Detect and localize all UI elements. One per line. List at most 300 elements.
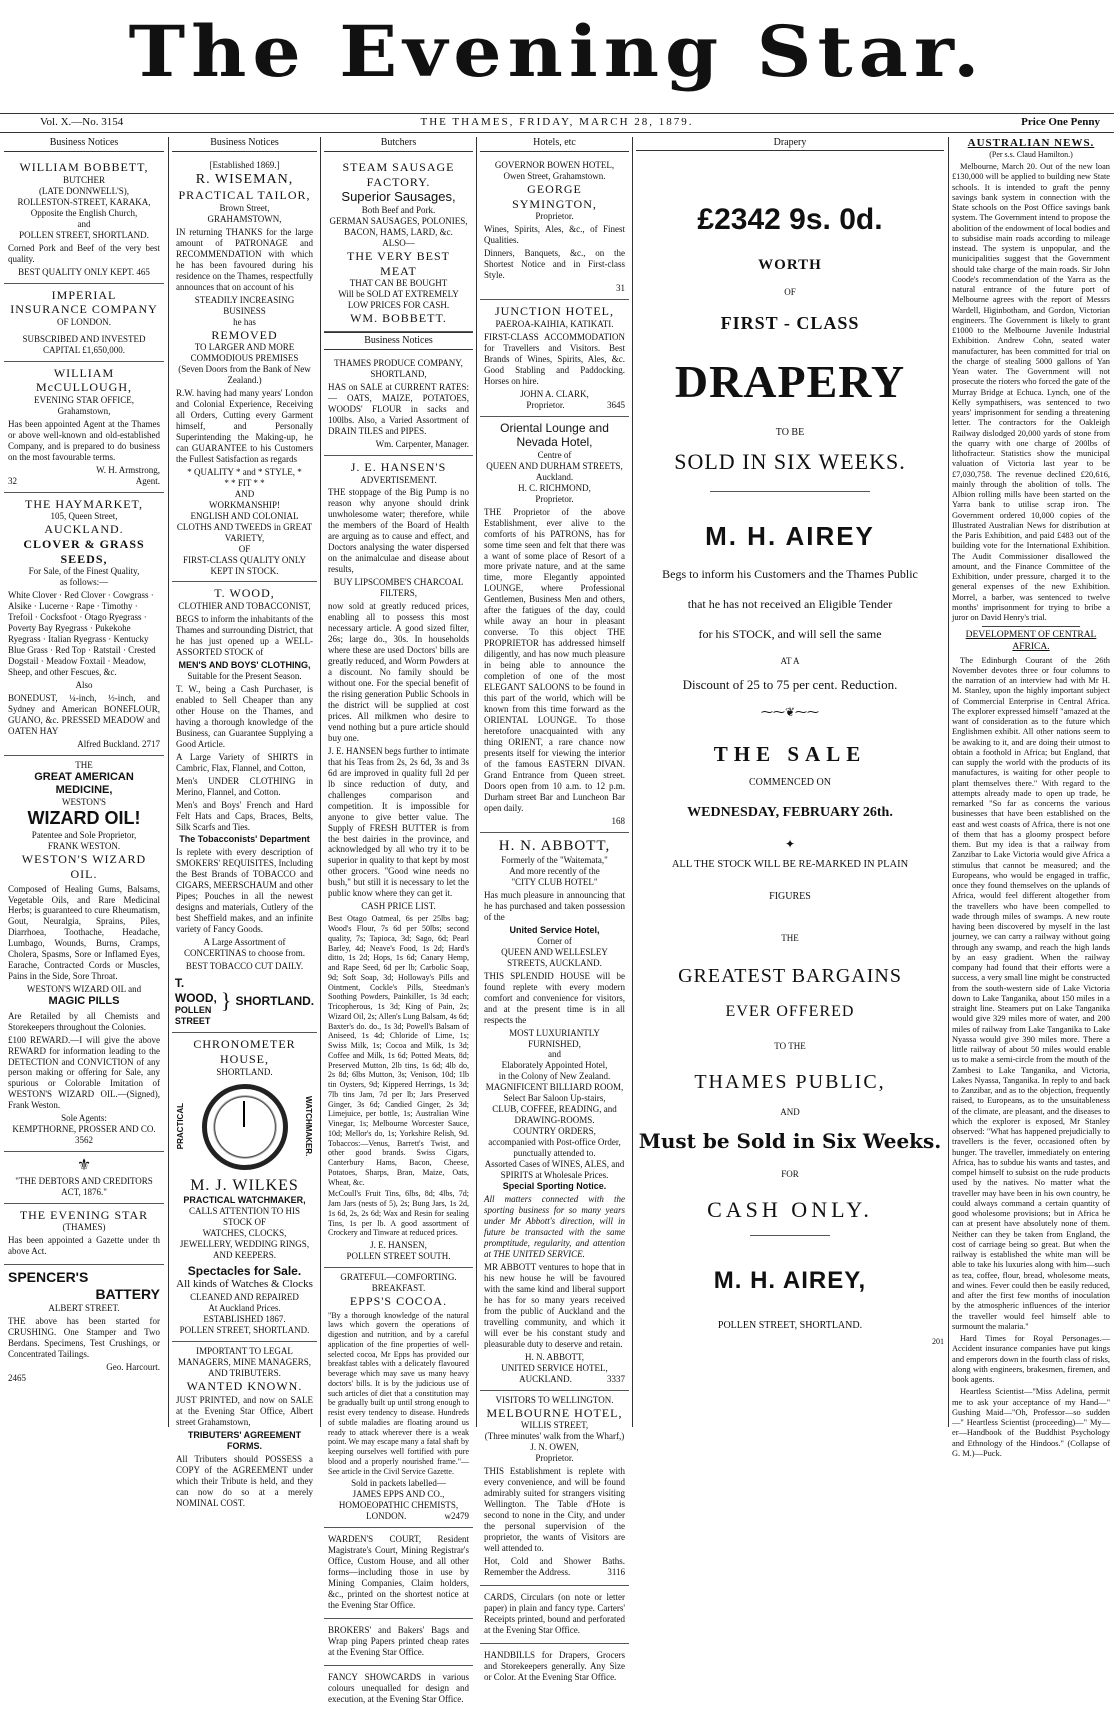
ad-line: BEST TOBACCO CUT DAILY. xyxy=(185,961,304,972)
ad-line: WESTON'S WIZARD OIL and xyxy=(26,984,142,995)
volume-number: Vol. X.—No. 3154 xyxy=(40,116,124,128)
ad-line: Sold in packets labelled— xyxy=(351,1478,446,1489)
ad-line: AND xyxy=(780,1107,800,1117)
divider-ornament: ⁓⁓❦⁓⁓ xyxy=(760,705,820,719)
ad-line: 105, Queen Street, xyxy=(50,511,118,522)
ad-line: ENGLISH AND COLONIAL CLOTHS AND TWEEDS in GREAT VARIETY, xyxy=(176,510,313,543)
ad-title: WIZARD OIL! xyxy=(27,808,141,829)
ad-body: FIRST-CLASS ACCOMMODATION for Travellers and Visitors. Best Brands of Wines, Spirits, Ales, &c. Good Stabling and Paddocking. Horses on hire. xyxy=(484,331,625,386)
ad-line: QUEEN AND WELLESLEY STREETS, AUCKLAND. xyxy=(501,946,608,968)
ad-title: The Tobacconists' Department xyxy=(179,834,310,845)
ad-body: £100 REWARD.—I will give the above REWARD for information leading to the DETECTION and CONVICTION of any person making or offering for Sale, any spurious or Colorable Imitation of WESTON'S WIZARD OIL.—(Signed), Frank Weston. xyxy=(8,1034,160,1111)
ad-wilkes-watchmaker xyxy=(172,1033,317,1341)
ad-line: And more recently of the xyxy=(509,865,600,876)
ad-title: WILLIAM BOBBETT, xyxy=(19,160,149,175)
ad-handbills xyxy=(480,1644,629,1690)
ad-title: R. WISEMAN, xyxy=(195,172,294,188)
ad-title: VISITORS TO WELLINGTON. xyxy=(495,1394,614,1405)
ad-imperial-insurance xyxy=(4,284,164,362)
ad-line: FIGURES xyxy=(769,891,811,902)
ad-headline: THE SALE xyxy=(713,742,867,766)
ad-line: THE xyxy=(75,759,93,770)
ad-line: "CITY CLUB HOTEL" xyxy=(511,876,598,887)
ad-title: IMPORTANT TO LEGAL MANAGERS, MINE MANAGERS, AND TRIBUTERS. xyxy=(177,1345,311,1378)
ad-signature: Alfred Buckland. xyxy=(77,738,140,749)
ad-title: J. E. HANSEN'S xyxy=(350,459,447,474)
news-article: Hard Times for Royal Personages.—Accident insurance companies have put kings and emperors down in the fourth class of risks, along with engineers, brakesmen, firemen, and book agents. xyxy=(952,1334,1110,1385)
ad-ref-number: 3337 xyxy=(607,1373,625,1384)
ad-title: GEORGE SYMINGTON, xyxy=(512,182,597,211)
ad-title: Superior Sausages, xyxy=(341,189,456,205)
discount-line: Discount of 25 to 75 per cent. Reduction. xyxy=(682,677,898,692)
ad-oriental-lounge xyxy=(480,417,629,833)
ad-body: now sold at greatly reduced prices, enabling all to possess this most necessary article. A good sized filter, 26s; large do., 30s. In households where these are used Doctors' bills are greatly reduced, and Worm Powders at a discount. No family should be without one. For the special benefit of the rising generation Public Schools in the district will be supplied at cost prices. All milkmen who desire to vend nothing but a pure article should buy one. xyxy=(328,601,469,743)
ad-signature: JOHN A. CLARK, xyxy=(520,388,589,399)
ad-headline: GREATEST BARGAINS xyxy=(678,965,902,987)
ad-line: ROLLESTON-STREET, KARAKA, xyxy=(17,196,151,207)
column-butchers xyxy=(324,137,473,1704)
ad-ref-number: 465 xyxy=(136,266,150,277)
ad-line: COMMENCED ON xyxy=(749,777,831,788)
ad-line: EVER OFFERED xyxy=(725,1003,855,1020)
ad-title: PRACTICAL WATCHMAKER, xyxy=(183,1195,306,1206)
ad-title: Spectacles for Sale. xyxy=(187,1263,302,1278)
ad-title: Nevada Hotel, xyxy=(516,435,593,450)
news-heading: AUSTRALIAN NEWS. xyxy=(967,137,1095,149)
ad-line: [Established 1869.] xyxy=(209,160,280,171)
seed-list: White Clover · Red Clover · Cowgrass · Alsike · Lucerne · Rape · Timothy · Trefoil · Cocksfoot · Otago Ryegrass · Poverty Bay Ryegrass · Pukekohe Ryegrass · Italian Ryegrass · Kentucky Blue Grass · Red Top · Ratstail · Crested Dogstail · Meadow Foxtail · Meadow, Sheep, and other Fescues, &c. xyxy=(8,590,156,677)
ad-line: BUTCHER xyxy=(62,174,105,185)
side-label: WATCHMAKER. xyxy=(304,1096,313,1157)
ad-line: All kinds of Watches & Clocks xyxy=(176,1278,313,1291)
ad-ref-number: 3116 xyxy=(607,1566,625,1577)
ad-line: Sole Agents: xyxy=(61,1113,107,1124)
ad-body: A Large Variety of SHIRTS in Cambric, Flax, Flannel, and Cotton, xyxy=(176,751,313,773)
ad-body: Has been appointed a Gazette under th above Act. xyxy=(8,1235,160,1257)
ad-line: Grahamstown, xyxy=(57,405,111,416)
ad-title: GREAT AMERICAN MEDICINE, xyxy=(34,770,134,797)
ad-line: POLLEN STREET, SHORTLAND. xyxy=(179,1324,310,1335)
ad-t-wood xyxy=(172,582,317,1033)
column-rule xyxy=(948,137,949,1427)
ad-title: GRATEFUL—COMFORTING. xyxy=(340,1271,457,1282)
ad-line: WESTON'S xyxy=(62,797,106,808)
ad-body: FANCY SHOWCARDS in various colours unequalled for design and execution, at the Evening Star Office. xyxy=(328,1671,469,1704)
ad-mccullough xyxy=(4,362,164,493)
ad-line: Select Bar Saloon Up-stairs, xyxy=(503,1093,606,1104)
ad-title: WANTED KNOWN. xyxy=(186,1378,303,1393)
ad-title: MEN'S AND BOYS' CLOTHING, xyxy=(178,659,311,670)
ad-line: Formerly of the "Waitemata," xyxy=(501,855,608,866)
ad-title: Oriental Lounge and xyxy=(500,420,609,435)
newspaper-title: The Evening Star. xyxy=(128,10,986,93)
ad-headline: THAMES PUBLIC, xyxy=(694,1071,886,1093)
ad-body: BEGS to inform the inhabitants of the Thames and surrounding District, that he has just opened up a WELL-ASSORTED STOCK of xyxy=(176,614,313,657)
ad-line: * * FIT * * xyxy=(224,477,265,488)
merchant-name: M. H. AIREY xyxy=(705,521,875,551)
brace-icon: } xyxy=(220,988,232,1014)
ad-body: HAS on SALE at CURRENT RATES:— OATS, MAIZE, POTATOES, WOODS' FLOUR in sacks and 100lbs. Also, a Varied Assortment of DRAIN TILES and PIPES. xyxy=(328,382,469,436)
sale-date: WEDNESDAY, FEBRUARY 26th. xyxy=(687,805,893,820)
ad-line: Proprietor. xyxy=(535,211,574,222)
ad-line: Begs to inform his Customers and the Thames Public xyxy=(662,567,918,581)
ad-line: SHORTLAND. xyxy=(216,1066,273,1077)
side-label: PRACTICAL xyxy=(176,1103,185,1150)
ad-body: JUST PRINTED, and now on SALE at the Evening Star Office, Albert street Grahamstown, xyxy=(176,1395,313,1428)
ad-line: Agent. xyxy=(135,475,160,486)
ad-line: FRANK WESTON. xyxy=(47,841,121,852)
ad-line: GERMAN SAUSAGES, POLONIES, xyxy=(329,216,468,227)
ad-line: A Large Assortment of CONCERTINAS to choose from. xyxy=(184,937,305,959)
ad-line: QUEEN AND DURHAM STREETS, xyxy=(486,460,623,471)
ad-line: he has xyxy=(233,316,256,327)
ad-line: Elaborately Appointed Hotel, xyxy=(501,1060,608,1071)
ad-title: JUNCTION HOTEL, xyxy=(495,304,614,319)
ad-line: AT A xyxy=(780,656,800,666)
ad-body: Are Retailed by all Chemists and Storekeepers throughout the Colonies. xyxy=(8,1010,160,1032)
ad-line: TO THE xyxy=(774,1041,806,1051)
ad-haymarket xyxy=(4,493,164,756)
ad-line: Proprietor. xyxy=(535,493,574,504)
ad-tributers-forms xyxy=(172,1342,317,1516)
ad-line: Auckland. xyxy=(535,471,574,482)
ad-line: FIRST - CLASS xyxy=(720,313,860,333)
ad-line: for his STOCK, and will sell the same xyxy=(698,627,882,641)
ad-line: Both Beef and Pork. xyxy=(361,205,436,216)
ad-line: Owen Street, Grahamstown. xyxy=(503,171,606,182)
ad-line: AUCKLAND. xyxy=(44,522,124,537)
crest-icon: ⚜ xyxy=(76,1157,92,1175)
ad-body: THIS Establishment is replete with every convenience, and will be found admirably suited for strangers visiting Wellington. The Table d'Hote is second to none in the City, and under the personal supervision of the proprietor, the wants of Visitors are well attended to. xyxy=(484,1466,625,1553)
ad-body: J. E. HANSEN begs further to intimate that his Teas from 2s, 2s 6d, 3s and 3s 6d are improved in quality full 2d per lb since reduction of duty, and challenges comparison and competition. It is impossible for anyone to give better value. The Supply of FRESH BUTTER is from the best dairies in the province, and acknowledged by all who try it to be superior in quality to that kept by most other grocers. "Good wine needs no bush," but still it is necessary to let the public know where they can get it. xyxy=(328,745,469,899)
ad-title: GOVERNOR BOWEN HOTEL, xyxy=(494,160,615,171)
ad-ref-number: 3645 xyxy=(607,399,625,410)
ad-line: COUNTRY ORDERS, xyxy=(513,1126,596,1137)
issue-price: Price One Penny xyxy=(1021,116,1100,128)
ad-body: Men's UNDER CLOTHING in Merino, Flannel, and Cotton. xyxy=(176,775,313,797)
ad-ref-number: 201 xyxy=(932,1337,944,1346)
ad-title: SPENCER'S xyxy=(8,1269,89,1286)
column-rule xyxy=(168,137,169,1427)
ad-ref-number: 2717 xyxy=(142,738,160,749)
ad-ref-number: 32 xyxy=(8,475,17,486)
ad-title: "THE DEBTORS AND CREDITORS xyxy=(15,1175,153,1186)
ad-title: MAGIC PILLS xyxy=(48,995,120,1008)
ad-headline: DRAPERY xyxy=(674,356,906,407)
ad-title: CASH PRICE LIST. xyxy=(361,901,436,912)
ad-body: T. W., being a Cash Purchaser, is enabled to Sell Cheaper than any other House on the Thames, and having a thorough knowledge of the Business, can Guarantee Supplying a Good Article. xyxy=(176,683,313,749)
ad-title: T. WOOD, xyxy=(174,976,217,1005)
ad-line: JAMES EPPS AND CO., xyxy=(352,1489,445,1500)
ad-line: CALLS ATTENTION TO HIS STOCK OF xyxy=(189,1206,300,1227)
ad-line: THAT CAN BE BOUGHT xyxy=(349,278,448,289)
ad-line: BREAKFAST. xyxy=(371,1282,426,1293)
ad-ref-number: 31 xyxy=(616,283,625,294)
ad-ref-number: w2479 xyxy=(444,1511,469,1522)
ad-title: TRIBUTERS' AGREEMENT FORMS. xyxy=(187,1430,302,1452)
ad-line: Proprietor. xyxy=(535,1453,574,1464)
ad-line: ESTABLISHED 1867. xyxy=(203,1313,286,1324)
ad-thames-produce xyxy=(324,354,473,456)
column-rule xyxy=(632,137,633,1427)
ad-line: EVENING STAR OFFICE, xyxy=(33,394,135,405)
ad-line: POLLEN STREET, SHORTLAND. xyxy=(19,229,149,240)
dateline-bar xyxy=(0,113,1114,133)
news-article: The Edinburgh Courant of the 26th November devotes three or four columns to the narration of an interview had with Mr H. M. Stanley, upon the highly important subject of Commercial Enterprise in Central Africa. The explorer expressed himself "amazed at the want of consideration as to the future which Englishmen exhibit. All other nations seem to be awaking to it, and are doing their utmost to obtain a foothold in Africa; but England, that can supply the world with the products of its manufactures, is waiting for other people to plant themselves there." With regard to the attempts already made to open up trade, he remarked "So far as concerns the various businesses that have been established on the east and west coasts of Africa, there is not one of them that has a gloomy prospect before them. But my idea is that a railway from Zanzibar to Lake Victoria would give Africa a stimulus that cannot be measured; and the Europeans, who would be engaged in traffic, once they found themselves on the uplands of Africa, would feel different altogether from the travellers who have been compelled to wade through miles of swamps. A new route having been discovered by myself in the last journey, we can carry a railway without going through any swamp, and reach the high lands by an easy gradient. When the railway company had found that their efforts were a success, a very small line might be constructed from the south-western side of Lake Victoria down to Lake Tanganika, about 150 miles in a straight line. Steamers put on Lake Tanganika would give 329 miles more of water, and 200 miles of railway from Lake Tanganika to Lake Nyassa would give 390 miles more. There a little railway of about 50 miles would enable us to make a semi-circle from the mouth of the Zambesi to Lake Tanganika, and Victoria, Lakes Nyassa, Tanganika. In reply to and back to Zanzibar, and as to the objection, frequently raised, to Europeans, as to the unsuitableness of the climate, are pleasant, and the diseases to which the explorer is exposed, Mr Stanley observed: "What has happened prejudicially to travellers is the fever, occasioned often by hunger. The traveller, immediately on entering Africa, has to subdue his wants and tastes, and compel himself to subsist on the rude products used by the natives. No matter what the traveller may have been in his own country, he could always command a certain quantity of good wholesome provisions; but in Africa he can at present have absolutely none of them. Neither can they be taken from England, the cost of carriage being so great. But when the railway is established the white man will be able to take his luxuries along with him—such as tea, coffee, flour, bread, wholesome meats, and wines. Fever could then be easily reduced, and after the first few months of inoculation by the atmospheric influences of the interior the traveller would feel himself able to surmount the malaria." xyxy=(952,655,1110,1331)
ad-body: MR ABBOTT ventures to hope that in his new house he will be favoured with the same kind and liberal support he has for so many years received from the public of Auckland and the travelling community, and which it will ever be his constant study and pleasurable duty to deserve and retain. xyxy=(484,1261,625,1349)
ad-title: SHORTLAND. xyxy=(235,994,315,1009)
ad-melbourne-hotel xyxy=(480,1391,629,1586)
ad-body: "By a thorough knowledge of the natural laws which govern the operations of digestion and nutrition, and by a careful application of the fine properties of well-selected cocoa, Mr Epps has provided our breakfast tables with a delicately flavoured beverage which may save us many heavy doctors' bills. It is by the judicious use of such articles of diet that a constitution may be gradually built up until strong enough to resist every tendency to disease. Hundreds of subtle maladies are floating around us ready to attack wherever there is a weak point. We may escape many a fatal shaft by keeping ourselves well fortified with pure blood and a properly nourished frame."—See article in the Civil Service Gazette. xyxy=(328,1310,469,1476)
ad-body: BONEDUST, ¼-inch, ½-inch, and Sydney and American BONEFLOUR, GUANO, &c. PRESSED MEADOW and OATEN HAY xyxy=(8,692,160,736)
ad-sausage-factory xyxy=(324,156,473,332)
ad-line: (THAMES) xyxy=(62,1222,106,1233)
ad-cards xyxy=(480,1586,629,1644)
ad-line: Patentee and Sole Proprietor, xyxy=(31,830,137,841)
ad-line: GRAHAMSTOWN, xyxy=(207,213,282,224)
ad-line: UNITED SERVICE HOTEL, xyxy=(501,1362,608,1373)
sale-amount: £2342 9s. 0d. xyxy=(697,203,883,236)
ad-line: WILLIS STREET, xyxy=(520,1420,589,1431)
ad-line: H. C. RICHMOND, xyxy=(518,482,591,493)
ad-line: TO LARGER AND MORE COMMODIOUS PREMISES xyxy=(190,342,299,364)
column-heading: Business Notices xyxy=(172,137,317,152)
column-business-notices-1 xyxy=(4,137,164,1427)
ad-line: as follows:— xyxy=(59,577,109,588)
drapery-advertisement xyxy=(636,137,944,1427)
ad-body: Hot, Cold and Shower Baths. Remember the Address. xyxy=(484,1555,625,1577)
ad-line: WORTH xyxy=(758,257,822,273)
ad-line: PAEROA-KAIHIA, KATIKATI. xyxy=(495,318,614,329)
ad-title: CLOVER & GRASS SEEDS, xyxy=(23,536,145,566)
pocket-watch-icon xyxy=(202,1084,288,1170)
ad-line: THE xyxy=(781,933,799,943)
column-heading: Drapery xyxy=(636,137,944,151)
ad-signature: Wm. Carpenter, Manager. xyxy=(375,438,469,449)
ad-line: Opposite the English Church, xyxy=(30,207,138,218)
column-heading: Hotels, etc xyxy=(480,137,629,152)
column-hotels xyxy=(480,137,629,1682)
news-article: Heartless Scientist—"Miss Adelina, permit me to ask your acceptance of my Hand—" Gushing Maid—"Oh, Professor—so sudden—" Heartless Scientist (proceeding)—" My—er—Handbook of the Buddhist Psychology and Ethnology of the Hindoos." (Collapse of G. M.)—Puck. xyxy=(952,1387,1110,1458)
merchant-name: M. H. AIREY, xyxy=(713,1267,867,1294)
ad-line: AUCKLAND. xyxy=(519,1373,572,1384)
ad-title: IMPERIAL xyxy=(51,287,117,302)
ad-title: EPPS'S COCOA. xyxy=(349,1293,448,1308)
ad-showcards xyxy=(324,1666,473,1712)
ad-line: FIRST-CLASS QUALITY ONLY KEPT IN STOCK. xyxy=(183,554,306,576)
ad-governor-bowen-hotel xyxy=(480,156,629,300)
ad-body: THIS SPLENDID HOUSE will be found replete with every modern comfort and convenience for visitors, and at the present time is in all respects the xyxy=(484,970,625,1025)
ad-line: OF xyxy=(238,543,251,554)
column-heading: Business Notices xyxy=(4,137,164,152)
ad-body: CARDS, Circulars (on note or letter paper) in plain and fancy type. Carters' Receipts printed, bound and perforated at the Evening Star Office. xyxy=(484,1591,625,1635)
ad-line: FOR xyxy=(781,1169,799,1179)
ad-line: J. N. OWEN, xyxy=(530,1442,579,1453)
ad-body: All Tributers should POSSESS a COPY of the AGREEMENT under which their Tribute is held, and they can now do so at a merely NOMINAL COST. xyxy=(176,1454,313,1508)
ad-title: United Service Hotel, xyxy=(509,924,600,935)
ad-body: Has been appointed Agent at the Thames or above well-known and old-established Company, and is prepared to do business on the most favourable terms. xyxy=(8,418,160,462)
ad-line: At Auckland Prices. xyxy=(208,1302,281,1313)
ad-title: WILLIAM McCULLOUGH, xyxy=(36,365,132,395)
ad-body: All matters connected with the sporting business for so many years under Mr Abbott's direction, will in future be transacted with the same promptitude, regularity, and attention at THE UNITED SERVICE. xyxy=(484,1194,625,1259)
ad-line: accompanied with Post-office Order, punctually attended to. xyxy=(488,1137,621,1159)
ad-line: * QUALITY * and * STYLE, * xyxy=(187,466,302,477)
ad-body: Is replete with every description of SMOKERS' REQUISITES, Including the Best Brands of TOBACCO and CIGARS, MEERSCHAUM and other Pipes; Pouches in all the newest designs and materials, Cutlery of the best Sheffield makes, and an infinite variety of Fancy Goods. xyxy=(176,847,314,935)
ad-line: MAGNIFICENT BILLIARD ROOM, xyxy=(485,1082,624,1093)
ad-body: WARDEN'S COURT, Resident Magistrate's Court, Mining Registrar's Office, Custom House, and all other forms—including those in use by Mining Companies, Claim holders, &c., printed on the shortest notice at the Evening Star Office. xyxy=(328,1534,469,1610)
ad-line: Suitable for the Present Season. xyxy=(187,670,302,681)
ad-body: Dinners, Banquets, &c., on the Shortest Notice and in First-class Style. xyxy=(484,248,625,281)
news-heading: DEVELOPMENT OF CENTRAL AFRICA. xyxy=(965,630,1097,652)
price-list: Best Otago Oatmeal, 6s per 25lbs bag; Wood's Flour, 7s 6d per 50lbs; second quality, 7s; Tapioca, 3d; Sago, 6d; Pearl Barley, 4d; Neave's Food, 1s 2d; Hard's ditto, 1s 2d; Hops, 1s 6d; Canary Hemp, and Rape Seed, 6d per lb; Carbolic Soap, 9d; Soft Soap, 3d; Holloway's Pills and Ointment, Cockle's Pills, Steedman's Soothing Powders, Painkiller, 1s 3d each; Tricopherous, 1s 3d; King of Pain, 2s; Wizard Oil, 2s; Allen's Lung Balsam, 4s 6d; Baxter's do. do., 1s 3d; Powell's Balsam of Aniseed, 1s 4d; Chloride of Lime, 1s; Swiss Milk, 1s; Cocoa and Milk, 1s 3d; Coffee and Milk, 1s 6d; Potted Meats, 8d; Preserved Mutton, 2lb tins, 1s 6d; 4lb do, 2s 8d; 6lbs Mutton, 3s; Venison, 10d; 1lb tin Oysters, 9d; Kippered Herrings, 1s 3d; 7lb tins Jam, 7d per lb; Jars Preserved Ginger, 3s 6d; Candied Ginger, 2s 3d; Limejuice, per bottle, 1s; Australian Wine Vinegar, 1s; Melbourne Worcester Sauce, 10d; Mellor's do, 1s; Yorkshire Relish, 9d. Tobaccos:—Venus, Barrett's Twist, and other good brands. Swiss Cigars, Canterbury Hams, Bacon, Cheese, Potatoes, Sharps, Bran, Maize, Oats, Wheat, &c. xyxy=(328,914,469,1187)
ad-body: R.W. having had many years' London and Colonial Experience, Receiving all Orders, Cutting every Garment himself, and Personally Superintending the Making-up, he can GUARANTEE to his Customers the Fullest Satisfaction as regards xyxy=(176,388,313,464)
wood-card xyxy=(176,976,313,1027)
ad-title: WESTON'S WIZARD OIL. xyxy=(21,852,147,881)
ad-title: H. N. ABBOTT, xyxy=(498,837,611,854)
ad-line: POLLEN STREET, SHORTLAND. xyxy=(717,1320,863,1331)
ad-spencers-battery xyxy=(4,1265,164,1389)
ad-body: THE Proprietor of the above Establishment, ever alive to the comforts of his PATRONS, has for some time seen and felt that there was a want of some place of Resort of a more private nature, and at the same time, more Elegantly appointed LOUNGE, where Professional Gentlemen, Business Men and others, after the fatigues of the day, could while away an hour in pleasant converse. To this object THE PROPRIETOR has addressed himself diligently, and has now much pleasure in being able to announce the completion of one of the most ELEGANT SALOONS to be found in this part of the world, which will be known from this time forward as the ORIENTAL LOUNGE. To those heretofore unacquainted with any thing ORIENT, a rare chance now presents itself for viewing the interior of the famous EASTERN DIVAN. Grand Entrance from Queen street. Doors open from 10 a.m. to 12 p.m. Durham street Bar and Luncheon Bar open daily. xyxy=(484,506,625,813)
ad-title: BATTERY xyxy=(95,1286,160,1303)
ad-line: AND xyxy=(234,488,255,499)
ad-title: MELBOURNE HOTEL, xyxy=(486,1405,623,1420)
ad-line: Centre of xyxy=(537,449,572,460)
ad-title: T. WOOD, xyxy=(214,586,275,601)
ad-debtors-act xyxy=(4,1152,164,1203)
ad-united-service-hotel xyxy=(480,833,629,1391)
ad-signature: J. E. HANSEN, xyxy=(370,1240,427,1251)
ad-headline: CASH ONLY. xyxy=(707,1197,873,1222)
ad-headline: Must be Sold in Six Weeks. xyxy=(638,1129,942,1153)
issue-date: THE THAMES, FRIDAY, MARCH 28, 1879. xyxy=(420,116,694,128)
ad-line: Proprietor. xyxy=(526,399,565,410)
column-heading: Butchers xyxy=(324,137,473,152)
ad-signature: H. N. ABBOTT, xyxy=(524,1351,585,1362)
price-list: McCoull's Fruit Tins, 6lbs, 8d; 4lbs, 7d; Jam Jars (nests of 5), 2s; Bung Jars, 1s 2d, 1s 6d, 2s, 2s 6d; Wax and Resin for sealing Tins, 1s per lb. A good assortment of Crockery and Tinware at reduced prices. xyxy=(328,1189,469,1238)
ad-body: IN returning THANKS for the large amount of PATRONAGE and RECOMMENDATION with which he has been favoured during his residence on the Thames, respectfully announces that on account of his xyxy=(176,226,313,292)
column-business-notices-2 xyxy=(172,137,317,1508)
column-rule xyxy=(320,137,321,1427)
ad-line: WATCHES, CLOCKS, JEWELLERY, WEDDING RINGS, AND KEEPERS. xyxy=(179,1227,310,1260)
ad-line: and xyxy=(77,218,91,229)
ad-title: ACT, 1876." xyxy=(61,1186,107,1197)
ad-hansen xyxy=(324,456,473,1268)
ad-line: in the Colony of New Zealand. xyxy=(498,1071,611,1082)
ad-body: HANDBILLS for Drapers, Grocers and Storekeepers generally. Any Size or Color. At the Evening Star Office. xyxy=(484,1649,625,1682)
ad-line: Will be SOLD AT EXTREMELY LOW PRICES FOR CASH. xyxy=(338,289,459,311)
ad-title: REMOVED xyxy=(211,327,278,342)
ad-line: that he has not received an Eligible Tender xyxy=(687,597,893,611)
ad-line: CLEANED AND REPAIRED xyxy=(190,1291,299,1302)
ad-body: Wines, Spirits, Ales, &c., of Finest Qualities. xyxy=(484,224,625,246)
ad-line: KEMPTHORNE, PROSSER AND CO. xyxy=(12,1124,156,1135)
ad-line: TO BE xyxy=(775,427,805,438)
ad-brokers xyxy=(324,1619,473,1666)
ad-line: CAPITAL £1,650,000. xyxy=(43,344,125,355)
ad-line: WORKMANSHIP! xyxy=(208,499,280,510)
ad-line: ALSO— xyxy=(382,238,415,249)
ad-line: CLUB, COFFEE, READING, and DRAWING-ROOMS. xyxy=(492,1104,617,1126)
ad-line: BUY LIPSCOMBE'S CHARCOAL FILTERS, xyxy=(333,577,464,599)
ad-line: ALBERT STREET. xyxy=(48,1303,120,1314)
masthead xyxy=(0,0,1114,112)
ad-junction-hotel xyxy=(480,300,629,416)
ad-line: POLLEN STREET SOUTH. xyxy=(346,1251,451,1262)
ad-line: BEST QUALITY ONLY KEPT. xyxy=(18,266,135,277)
news-article: Melbourne, March 20. Out of the new loan £130,000 will be applied to building new State schools. It is intended to graft the penny savings bank system in connection with the State schools on the Post Office savings bank system. The Government intend to propose the abolition of the endowment of local bodies and to subsidise main roads according to mileage instead. The system is unpopular, and the municipalities suggest that the Government should take charge of the main roads. Sir John Coode's recommendation of the Yarra as the natural entrance of the future port of Melbourne agrees with the report of Messrs Wardell, Higinbotham, and Gordon, Victorian engineers. The Government is likely to grant £1000 to the Melbourne Juvenile Industrial Exhibition. Andrew Cohn, seated water manufacturer, has been committed for trial on the charge of stealing 5000 gallons of Yan Yean water. The Government will not prosecute the rioters who forced the gate of the Murray Bridge at Echuca. Lynch, one of the Kelly sympathisers, was sentenced to two years' imprisonment for sending a threatening letter. The contractors for the Oakleigh Railway dislodged 20,000 yards of stone from the quarry with one charge of 200lbs of lithofracteur. Statistics show the municipal valuation of Victoria last year to be £7,030,758. The revenue declined £20,616, mainly through the abolition of tolls. The Albion rolling mills have been started on the Yarra bank to utilise scrap iron. The Government ordered 10,000 copies of the Illustrated Australian News for distribution at the Paris Exhibition, and paid £483 out of the building vote for the International Exhibition. The Audit Commissioner disallowed the amount, and the Finance Committee of the Exhibition, under pressure, charged it to the general expenses of the new Exhibition. Morrel, a barber, was sentenced to twelve months' imprisonment for trying to bribe a juror on David Henry's trial. xyxy=(952,162,1110,623)
column-heading: Business Notices xyxy=(324,332,473,350)
ad-signature: W. H. Armstrong, xyxy=(96,464,160,475)
ad-line: LONDON. xyxy=(366,1511,407,1522)
ad-gazette xyxy=(4,1204,164,1266)
ad-line: Assorted Cases of WINES, ALES, and SPIRITS at Wholesale Prices. xyxy=(484,1159,625,1181)
ad-body: Men's and Boys' French and Hard Felt Hats and Caps, Braces, Belts, Silk Scarfs and Ties. xyxy=(176,799,313,832)
ad-line: CLOTHIER AND TOBACCONIST, xyxy=(178,601,311,612)
ad-title: Special Sporting Notice. xyxy=(502,1181,607,1192)
ad-title: THE EVENING STAR xyxy=(19,1207,149,1222)
ad-line: (LATE DONNWELL'S), xyxy=(38,185,130,196)
divider-ornament: ✦ xyxy=(784,837,796,851)
ad-body: Corned Pork and Beef of the very best quality. xyxy=(8,242,160,264)
ad-title: THE VERY BEST MEAT xyxy=(346,249,450,278)
ad-signature: WM. BOBBETT. xyxy=(350,311,447,326)
ad-line: Corner of xyxy=(537,935,572,946)
ad-line: BACON, HAMS, LARD, &c. xyxy=(344,227,453,238)
ad-line: ADVERTISEMENT. xyxy=(360,474,437,485)
ad-line: (Three minutes' walk from the Wharf,) xyxy=(484,1431,625,1442)
ad-title: CHRONOMETER HOUSE, xyxy=(193,1037,296,1066)
ad-line: POLLEN STREET xyxy=(174,1005,212,1027)
ad-bobbett xyxy=(4,156,164,283)
ad-wiseman-tailor xyxy=(172,156,317,582)
ad-ref-number: 168 xyxy=(611,815,625,826)
ad-body: THE stoppage of the Big Pump is no reason why anyone should drink unwholesome water; therefore, while the members of the Board of Health are arguing as to cause and effect, and Doctors analysing the water dispersed on the animalculae and disease about results, xyxy=(328,487,469,575)
ad-title: PRACTICAL TAILOR, xyxy=(178,188,311,203)
ad-line: MOST LUXURIANTLY FURNISHED, xyxy=(509,1027,600,1049)
ad-ref-number: 3562 xyxy=(75,1135,93,1146)
ad-line: (Seven Doors from the Bank of New Zealand.) xyxy=(178,364,311,386)
ad-line: OF LONDON. xyxy=(57,316,111,327)
ad-line: STEADILY INCREASING BUSINESS xyxy=(194,294,295,316)
ad-body: BROKERS' and Bakers' Bags and Wrap ping Papers printed cheap rates at the Evening Star Office. xyxy=(328,1624,469,1657)
ad-title: STEAM SAUSAGE FACTORY. xyxy=(342,160,455,189)
ad-wizard-oil xyxy=(4,756,164,1153)
ad-title: THAMES PRODUCE COMPANY, xyxy=(334,358,463,369)
ad-headline: SOLD IN SIX WEEKS. xyxy=(674,449,906,474)
ad-line: HOMOEOPATHIC CHEMISTS, xyxy=(338,1500,459,1511)
ad-wardens-court xyxy=(324,1528,473,1619)
ad-title: INSURANCE COMPANY xyxy=(10,302,158,317)
ad-ref-number: 2465 xyxy=(8,1373,26,1384)
ad-epps-cocoa xyxy=(324,1268,473,1528)
ad-body: Has much pleasure in announcing that he has purchased and taken possession of the xyxy=(484,889,625,922)
news-subheading: (Per s.s. Claud Hamilton.) xyxy=(989,150,1073,160)
ad-line: Also xyxy=(75,679,93,690)
ad-line: SUBSCRIBED AND INVESTED xyxy=(22,333,146,344)
column-news xyxy=(952,137,1110,1458)
ad-title: M. J. WILKES xyxy=(190,1176,299,1194)
ad-line: SHORTLAND, xyxy=(370,369,427,380)
ad-line: ALL THE STOCK WILL BE RE-MARKED IN PLAIN xyxy=(671,859,909,870)
column-rule xyxy=(476,137,477,1427)
ad-body: Composed of Healing Gums, Balsams, Vegetable Oils, and Rare Medicinal Herbs; is guaranteed to cure Rheumatism, Gout, Neuralgia, Sprains, Piles, Diarrhoea, Toothache, Headache, Lumbago, Wounds, Burns, Cramps, Cholera, Spasms, Sore or Inflamed Eyes, Earache, Contracted Cords or Muscles, Pains in the Side, Sore Throat. xyxy=(8,883,160,982)
ad-line: and xyxy=(548,1049,561,1060)
ad-line: Brown Street, xyxy=(219,202,270,213)
ad-line: For Sale, of the Finest Quality, xyxy=(28,566,140,577)
ad-body: THE above has been started for CRUSHING. One Stamper and Two Berdans. Specimens, Test Crushings, or Concentrated Tailings. xyxy=(8,1316,160,1360)
ad-title: THE HAYMARKET, xyxy=(25,496,143,511)
ad-signature: Geo. Harcourt. xyxy=(106,1362,160,1373)
